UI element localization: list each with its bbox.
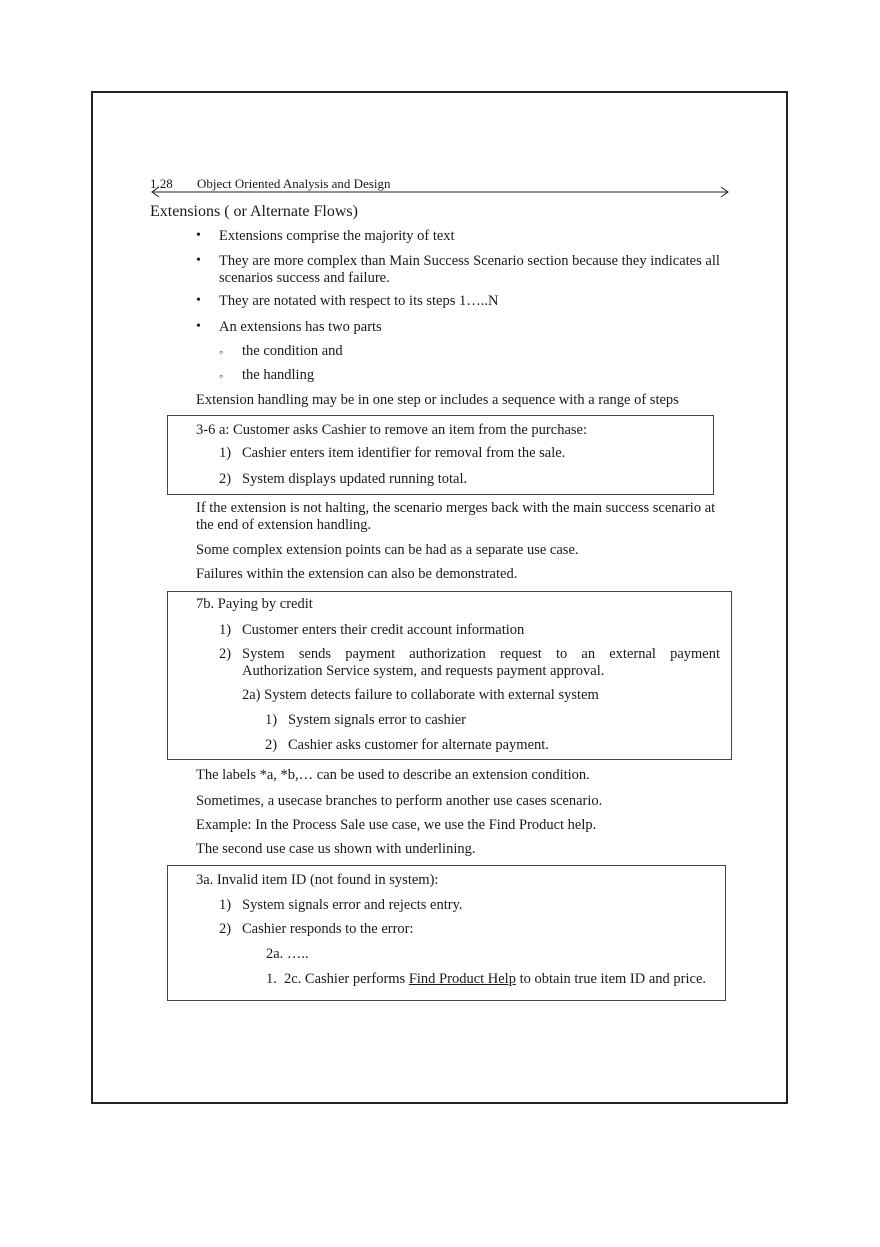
bullet-text: Extensions comprise the majority of text <box>219 228 455 244</box>
bullet-text-continued: scenarios success and failure. <box>219 270 390 286</box>
running-header-title: Object Oriented Analysis and Design <box>197 176 391 191</box>
list-number: 1. <box>266 971 277 987</box>
box-heading: 7b. Paying by credit <box>196 596 313 612</box>
text-after-link: to obtain true item ID and price. <box>519 971 707 987</box>
list-item-text <box>242 646 720 663</box>
paragraph: Example: In the Process Sale use case, we use the Find Product help. <box>196 817 597 833</box>
list-number: 1) <box>219 897 232 913</box>
header-rule-arrow <box>150 184 730 200</box>
list-item-text: System signals error and rejects entry. <box>242 897 463 913</box>
bullet-dot: • <box>196 228 201 243</box>
find-product-help-link[interactable]: Find Product Help <box>408 971 516 987</box>
list-item-text: Cashier responds to the error: <box>242 921 414 937</box>
paragraph: Failures within the extension can also be demonstrated. <box>196 566 518 582</box>
list-number: 1) <box>219 445 232 461</box>
list-number: 2) <box>219 646 232 662</box>
list-number: 2) <box>219 471 232 487</box>
list-item-text: Cashier asks customer for alternate payment. <box>288 737 549 753</box>
list-item-text: System displays updated running total. <box>242 471 468 487</box>
bullet-text: An extensions has two parts <box>219 319 382 335</box>
list-item-text-continued: Authorization Service system, and requests payment approval. <box>242 663 605 679</box>
paragraph: The labels *a, *b,… can be used to describe an extension condition. <box>196 767 590 783</box>
paragraph: Extension handling may be in one step or includes a sequence with a range of steps <box>196 392 679 408</box>
box-heading: 3a. Invalid item ID (not found in system): <box>196 872 439 888</box>
list-number: 1) <box>265 712 278 728</box>
box-heading: 3-6 a: Customer asks Cashier to remove an item from the purchase: <box>196 422 587 438</box>
bullet-text: They are notated with respect to its steps 1…..N <box>219 293 499 309</box>
list-item-text <box>284 971 706 988</box>
bullet-dot: • <box>196 253 201 268</box>
list-number: 2) <box>219 921 232 937</box>
paragraph: If the extension is not halting, the scenario merges back with the main success scenario at <box>196 500 716 516</box>
text-before-link: 2c. Cashier performs <box>284 971 406 987</box>
justified-line: System sends payment authorization request to an external payment <box>242 646 720 662</box>
paragraph: Some complex extension points can be had as a separate use case. <box>196 542 579 558</box>
list-item-text: Cashier enters item identifier for removal from the sale. <box>242 445 566 461</box>
page-number: 1.28 <box>150 176 173 191</box>
sub-heading: 2a) System detects failure to collaborate with external system <box>242 687 599 703</box>
sub-bullet-circle: ◦ <box>219 345 224 359</box>
paragraph-continued: the end of extension handling. <box>196 517 372 533</box>
bullet-dot: • <box>196 293 201 308</box>
list-number: 1) <box>219 622 232 638</box>
list-number: 2) <box>265 737 278 753</box>
sub-bullet-text: the handling <box>242 367 315 383</box>
section-title: Extensions ( or Alternate Flows) <box>150 203 358 220</box>
bullet-dot: • <box>196 319 201 334</box>
paragraph: The second use case us shown with underlining. <box>196 841 476 857</box>
list-item-text: System signals error to cashier <box>288 712 466 728</box>
list-item-text: Customer enters their credit account information <box>242 622 525 638</box>
paragraph: Sometimes, a usecase branches to perform another use cases scenario. <box>196 793 603 809</box>
sub-bullet-circle: ◦ <box>219 369 224 383</box>
sub-bullet-text: the condition and <box>242 343 343 359</box>
sub-item: 2a. ….. <box>266 946 309 962</box>
bullet-text: They are more complex than Main Success Scenario section because they indicates all <box>219 253 720 269</box>
